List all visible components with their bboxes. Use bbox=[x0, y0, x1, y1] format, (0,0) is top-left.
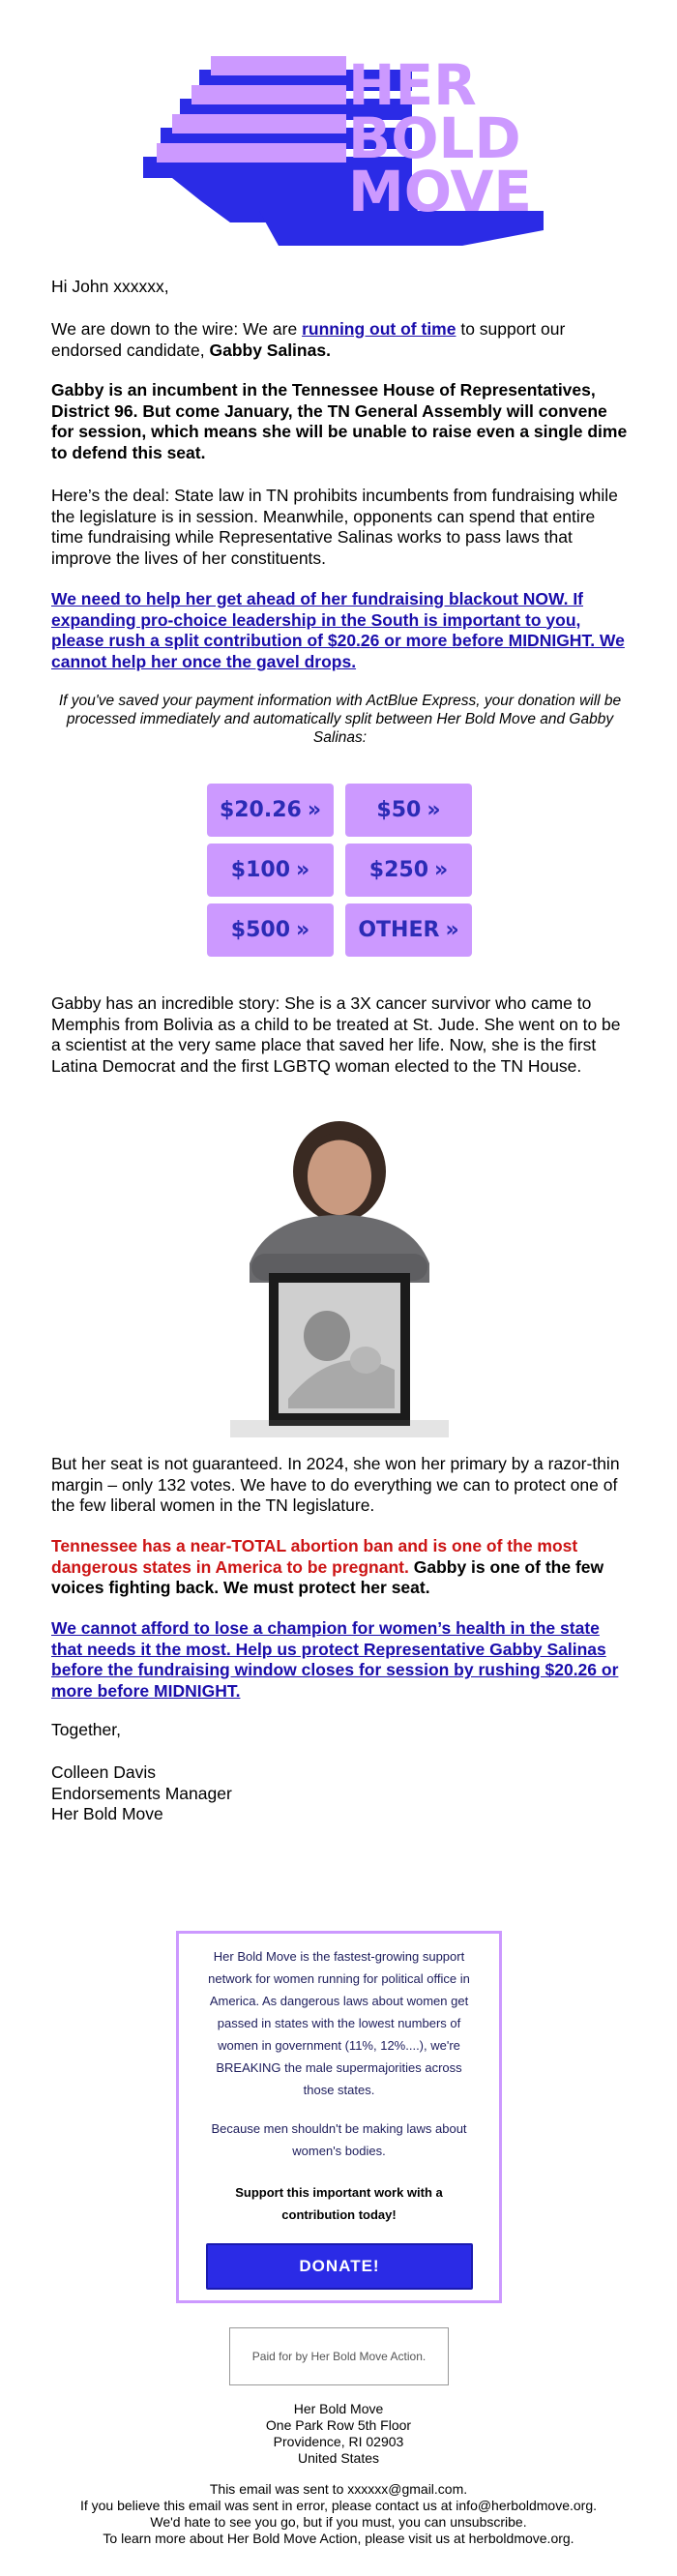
running-out-of-time-link[interactable]: running out of time bbox=[302, 319, 456, 339]
contact-line[interactable]: If you believe this email was sent in error, please contact us at info@herboldmove.org. bbox=[79, 2498, 598, 2513]
donate-250-button[interactable] bbox=[345, 844, 472, 897]
donate-500-button[interactable] bbox=[207, 903, 334, 957]
paragraph-story: Gabby has an incredible story: She is a 3X cancer survivor who came to Memphis from Bolivia as a child to be treated at St. Jude. She went on to be a scientist at the very same place that saved her life. Now, she is the first Latina Democrat and the first LGBTQ woman elected to the TN House. bbox=[51, 993, 621, 1076]
signer-org: Her Bold Move bbox=[51, 1804, 163, 1823]
learn-more-line[interactable]: To learn more about Her Bold Move Action, please visit us at herboldmove.org. bbox=[103, 2531, 574, 2546]
greeting: Hi John xxxxxx, bbox=[51, 277, 169, 296]
her-bold-move-logo bbox=[143, 56, 544, 246]
intro-pre: We are down to the wire: We are bbox=[51, 319, 303, 339]
fundraising-blackout-link[interactable]: We need to help her get ahead of her fundraising blackout NOW. If expanding pro-choice leadership in the South is important to you, please rush a split contribution of $20.26 or more before MIDNIGHT. We cannot help her once the gavel drops. bbox=[51, 589, 625, 671]
photo-graphic bbox=[230, 1118, 449, 1437]
amount-label: $20.26 bbox=[219, 798, 302, 822]
signer-title: Endorsements Manager bbox=[51, 1783, 232, 1803]
chevron-right-icon: » bbox=[445, 918, 459, 942]
protect-salinas-link[interactable]: We cannot afford to lose a champion for women’s health in the state that needs it the most. Help us protect Representative Gabby Salinas before the fundraising window closes for session by rushing $20.26 or more before MIDNIGHT. bbox=[51, 1618, 619, 1701]
closing-together: Together, bbox=[51, 1720, 121, 1739]
gabby-salinas-photo bbox=[230, 1118, 449, 1437]
logo-line-her: HER bbox=[348, 56, 477, 118]
candidate-name: Gabby Salinas. bbox=[209, 340, 331, 360]
paid-for-disclaimer: Paid for by Her Bold Move Action. bbox=[229, 2327, 449, 2385]
actblue-express-note: If you've saved your payment information with ActBlue Express, your donation will be processed immediately and automatically split between Her Bold Move and Gabby Salinas: bbox=[58, 693, 622, 746]
about-box bbox=[176, 1931, 502, 2303]
logo-line-move: MOVE bbox=[348, 159, 532, 224]
address-line: One Park Row 5th Floor bbox=[265, 2417, 412, 2433]
amount-label: OTHER bbox=[358, 918, 440, 942]
amount-label: $100 bbox=[230, 858, 290, 882]
amount-label: $50 bbox=[376, 798, 422, 822]
paragraph-champion-link-wrap bbox=[51, 1618, 629, 1702]
unsubscribe-line[interactable]: We'd hate to see you go, but if you must, you can unsubscribe. bbox=[150, 2514, 527, 2530]
legal-footer bbox=[0, 2481, 677, 2547]
support-call: Support this important work with a contribution today! bbox=[235, 2185, 443, 2222]
signer-name: Colleen Davis bbox=[51, 1762, 156, 1782]
chevron-right-icon: » bbox=[427, 798, 441, 822]
fighting-back-text: Gabby is one of the few voices fighting back. We must protect her seat. bbox=[51, 1556, 604, 1597]
chevron-right-icon: » bbox=[296, 858, 310, 882]
donate-other-button[interactable] bbox=[345, 903, 472, 957]
abortion-ban-red-text: Tennessee has a near-TOTAL abortion ban and is one of the most dangerous states in America to be pregnant. bbox=[51, 1536, 578, 1577]
donate-button[interactable]: DONATE! bbox=[206, 2243, 473, 2290]
mailing-address bbox=[0, 2401, 677, 2467]
chevron-right-icon: » bbox=[296, 918, 310, 942]
donate-100-button[interactable] bbox=[207, 844, 334, 897]
paragraph-intro bbox=[51, 319, 629, 361]
donate-50-button[interactable] bbox=[345, 784, 472, 837]
paragraph-abortion-ban bbox=[51, 1536, 629, 1599]
paragraph-cta-link-wrap bbox=[51, 589, 629, 672]
amount-label: $250 bbox=[368, 858, 428, 882]
logo-graphic bbox=[143, 56, 544, 246]
paragraph-seat-not-guaranteed: But her seat is not guaranteed. In 2024, she won her primary by a razor-thin margin – only 132 votes. We have to do everything we can to protect one of the few liberal women in the TN legislature. bbox=[51, 1454, 620, 1515]
signature-block bbox=[51, 1762, 629, 1825]
about-tagline: Because men shouldn't be making laws about women's bodies. bbox=[211, 2121, 467, 2158]
address-line: Her Bold Move bbox=[293, 2401, 384, 2416]
paragraph-deal: Here’s the deal: State law in TN prohibits incumbents from fundraising while the legislature is in session. Meanwhile, opponents can spend that entire time fundraising while Representative Salinas works to pass laws that improve the lives of her constituents. bbox=[51, 486, 618, 568]
paragraph-incumbent: Gabby is an incumbent in the Tennessee House of Representatives, District 96. But come January, the TN General Assembly will convene for session, which means she will be unable to raise even a single dime to defend this seat. bbox=[51, 380, 628, 462]
chevron-right-icon: » bbox=[434, 858, 449, 882]
amount-label: $500 bbox=[230, 918, 290, 942]
chevron-right-icon: » bbox=[307, 798, 322, 822]
sent-to-line: This email was sent to xxxxxx@gmail.com. bbox=[209, 2481, 468, 2497]
logo-line-bold: BOLD bbox=[348, 105, 521, 171]
intro-mid: to support our endorsed candidate, bbox=[51, 319, 566, 360]
donate-20-26-button[interactable] bbox=[207, 784, 334, 837]
address-line: United States bbox=[297, 2450, 380, 2466]
about-description: Her Bold Move is the fastest-growing support network for women running for political office in America. As dangerous laws about women get passed in states with the lowest numbers of women in government (11%, 12%....), we're BREAKING the male supermajorities across those states. bbox=[208, 1949, 470, 2097]
address-line: Providence, RI 02903 bbox=[273, 2434, 404, 2449]
